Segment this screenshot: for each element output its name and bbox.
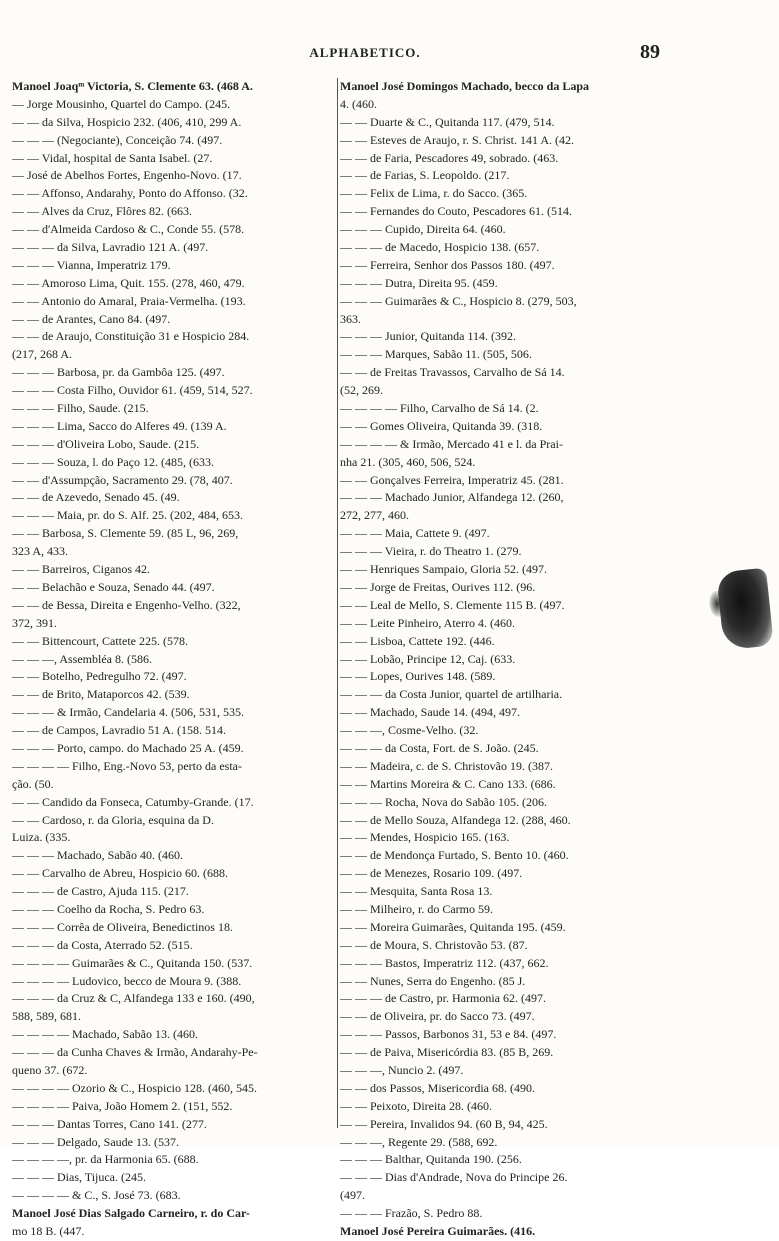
directory-entry: — — de Moura, S. Christovão 53. (87. <box>340 937 528 952</box>
directory-entry: — — Cardoso, r. da Gloria, esquina da D. <box>12 812 214 827</box>
directory-entry: — José de Abelhos Fortes, Engenho-Novo. (17. <box>12 168 242 183</box>
directory-entry: — — — (Negociante), Conceição 74. (497. <box>12 132 223 147</box>
directory-entry: — — — Machado Junior, Alfandega 12. (260, <box>340 490 564 505</box>
directory-entry: — — Lopes, Ourives 148. (589. <box>340 669 496 684</box>
directory-entry: — — — — & Irmão, Mercado 41 e l. da Prai- <box>340 436 563 451</box>
directory-entry: — — — da Cruz & C, Alfandega 133 e 160. (490, <box>12 991 255 1006</box>
directory-entry: — — Amoroso Lima, Quit. 155. (278, 460, 479. <box>12 275 245 290</box>
directory-entry: — — Esteves de Araujo, r. S. Christ. 141 A. (42. <box>340 132 574 147</box>
directory-entry: — — Henriques Sampaio, Gloria 52. (497. <box>340 562 547 577</box>
directory-entry: — — — Passos, Barbonos 31, 53 e 84. (497. <box>340 1027 557 1042</box>
directory-entry: mo 18 B. (447. <box>12 1224 85 1238</box>
directory-entry: — — — Rocha, Nova do Sabão 105. (206. <box>340 794 547 809</box>
directory-entry: — — Leite Pinheiro, Aterro 4. (460. <box>340 615 515 630</box>
directory-entry: 372, 391. <box>12 615 57 630</box>
directory-entry: — — — Dias, Tijuca. (245. <box>12 1170 147 1185</box>
directory-entry: — — Duarte & C., Quitanda 117. (479, 514. <box>340 114 555 129</box>
page-number: 89 <box>640 41 660 63</box>
directory-entry: — — — — Guimarães & C., Quitanda 150. (537. <box>12 955 253 970</box>
directory-entry: — — de Arantes, Cano 84. (497. <box>12 311 171 326</box>
directory-entry: — — Barreiros, Ciganos 42. <box>12 562 150 577</box>
directory-entry: — — — — Filho, Eng.-Novo 53, perto da esta- <box>12 758 242 773</box>
directory-entry: nha 21. (305, 460, 506, 524. <box>340 454 476 469</box>
directory-entry: — — — Vieira, r. do Theatro 1. (279. <box>340 544 522 559</box>
directory-entry: Manoel Joaqᵐ Victoria, S. Clemente 63. (468 A. <box>12 79 253 93</box>
directory-entry: — — — Cupido, Direita 64. (460. <box>340 222 506 237</box>
directory-entry: — — Mesquita, Santa Rosa 13. <box>340 884 493 899</box>
running-title: ALPHABETICO. <box>309 45 421 60</box>
directory-entry: — — — Maia, pr. do S. Alf. 25. (202, 484, 653. <box>12 508 243 523</box>
directory-entry: — — —, Nuncio 2. (497. <box>340 1062 464 1077</box>
directory-entry: — — — Filho, Saude. (215. <box>12 401 149 416</box>
directory-entry: — — — Costa Filho, Ouvidor 61. (459, 514, 527. <box>12 383 253 398</box>
directory-entry: — — de Faria, Pescadores 49, sobrado. (463. <box>340 150 559 165</box>
directory-entry: — — de Azevedo, Senado 45. (49. <box>12 490 180 505</box>
directory-entry: — — Gomes Oliveira, Quitanda 39. (318. <box>340 418 543 433</box>
directory-entry: — — — da Costa, Fort. de S. João. (245. <box>340 740 539 755</box>
directory-entry: 323 A, 433. <box>12 544 69 559</box>
directory-entry: (497. <box>340 1188 365 1203</box>
directory-entry: — — — Corrêa de Oliveira, Benedictinos 18. <box>12 919 233 934</box>
directory-entry: — — — Barbosa, pr. da Gambôa 125. (497. <box>12 365 225 380</box>
directory-entry: — — —, Assembléa 8. (586. <box>12 651 152 666</box>
directory-entry: — — Antonio do Amaral, Praia-Vermelha. (193. <box>12 293 246 308</box>
directory-entry: — — Jorge de Freitas, Ourives 112. (96. <box>340 579 536 594</box>
directory-entry: — — de Campos, Lavradio 51 A. (158. 514. <box>12 723 226 738</box>
directory-entry: — — — Coelho da Rocha, S. Pedro 63. <box>12 901 205 916</box>
right-column <box>340 78 678 1241</box>
directory-entry: — — dos Passos, Misericordia 68. (490. <box>340 1080 535 1095</box>
directory-columns <box>0 78 779 1238</box>
directory-entry: — — de Brito, Mataporcos 42. (539. <box>12 687 190 702</box>
directory-entry: — — — — Machado, Sabão 13. (460. <box>12 1027 198 1042</box>
directory-entry: 588, 589, 681. <box>12 1009 81 1024</box>
directory-entry: 363. <box>340 311 361 326</box>
directory-entry: — Jorge Mousinho, Quartel do Campo. (245. <box>12 96 231 111</box>
directory-entry: — — — — Ozorio & C., Hospicio 128. (460, 545. <box>12 1080 257 1095</box>
directory-entry: — — — Junior, Quitanda 114. (392. <box>340 329 517 344</box>
directory-entry: — — de Oliveira, pr. do Sacco 73. (497. <box>340 1009 535 1024</box>
directory-entry: — — de Araujo, Constituição 31 e Hospicio 284. <box>12 329 250 344</box>
directory-entry: — — Fernandes do Couto, Pescadores 61. (514. <box>340 204 572 219</box>
directory-entry: (52, 269. <box>340 383 383 398</box>
directory-entry: — — — Dutra, Direita 95. (459. <box>340 275 498 290</box>
directory-entry: — — — Frazão, S. Pedro 88. <box>340 1206 483 1221</box>
directory-entry: — — — Souza, l. do Paço 12. (485, (633. <box>12 454 214 469</box>
directory-entry: — — — Lima, Sacco do Alferes 49. (139 A. <box>12 418 227 433</box>
directory-entry: — — Vidal, hospital de Santa Isabel. (27. <box>12 150 213 165</box>
directory-entry: — — Machado, Saude 14. (494, 497. <box>340 705 520 720</box>
directory-entry: — — de Menezes, Rosario 109. (497. <box>340 866 523 881</box>
directory-entry: — — — Machado, Sabão 40. (460. <box>12 848 183 863</box>
directory-entry: — — — d'Oliveira Lobo, Saude. (215. <box>12 436 200 451</box>
directory-entry: — — Felix de Lima, r. do Sacco. (365. <box>340 186 528 201</box>
directory-entry: queno 37. (672. <box>12 1062 88 1077</box>
directory-entry: — — —, Regente 29. (588, 692. <box>340 1134 498 1149</box>
directory-entry: — — de Paiva, Misericórdia 83. (85 B, 269. <box>340 1045 554 1060</box>
directory-entry: — — — Delgado, Saude 13. (537. <box>12 1134 179 1149</box>
directory-entry: — — Madeira, c. de S. Christovão 19. (387. <box>340 758 553 773</box>
directory-entry: — — — da Costa Junior, quartel de artilharia. <box>340 687 563 702</box>
directory-entry: Manoel José Dias Salgado Carneiro, r. do Car- <box>12 1206 250 1221</box>
directory-entry: Manoel José Domingos Machado, becco da Lapa <box>340 79 589 93</box>
directory-entry: — — de Bessa, Direita e Engenho-Velho. (322, <box>12 597 241 612</box>
directory-entry: — — Leal de Mello, S. Clemente 115 B. (497. <box>340 597 565 612</box>
directory-entry: — — Moreira Guimarães, Quitanda 195. (459. <box>340 919 566 934</box>
directory-entry: Manoel José Pereira Guimarães. (416. <box>340 1224 536 1238</box>
directory-entry: — — de Farias, S. Leopoldo. (217. <box>340 168 510 183</box>
directory-entry: — — — Dias d'Andrade, Nova do Principe 26. <box>340 1170 568 1185</box>
directory-entry: — — d'Almeida Cardoso & C., Conde 55. (578. <box>12 222 245 237</box>
directory-entry: — — Milheiro, r. do Carmo 59. <box>340 901 493 916</box>
left-column <box>12 78 344 1241</box>
directory-entry: — — — da Cunha Chaves & Irmão, Andarahy-Pe- <box>12 1045 258 1060</box>
directory-entry: — — — da Costa, Aterrado 52. (515. <box>12 937 193 952</box>
directory-entry: — — — — Ludovico, becco de Moura 9. (388. <box>12 973 242 988</box>
directory-entry: Luiza. (335. <box>12 830 71 845</box>
directory-entry: — — — Porto, campo. do Machado 25 A. (459. <box>12 740 244 755</box>
directory-entry: — — de Mendonça Furtado, S. Bento 10. (460. <box>340 848 569 863</box>
directory-entry: — — Candido da Fonseca, Catumby-Grande. (17. <box>12 794 254 809</box>
directory-entry: — — — Marques, Sabão 11. (505, 506. <box>340 347 532 362</box>
directory-entry: — — Lisboa, Cattete 192. (446. <box>340 633 495 648</box>
directory-entry: — — — Balthar, Quitanda 190. (256. <box>340 1152 522 1167</box>
directory-entry: (217, 268 A. <box>12 347 72 362</box>
directory-entry: — — —, Cosme-Velho. (32. <box>340 723 479 738</box>
directory-entry: 272, 277, 460. <box>340 508 409 523</box>
directory-entry: — — de Freitas Travassos, Carvalho de Sá 14. <box>340 365 565 380</box>
directory-entry: — — Affonso, Andarahy, Ponto do Affonso. (32. <box>12 186 248 201</box>
directory-entry: — — Ferreira, Senhor dos Passos 180. (497. <box>340 257 555 272</box>
directory-entry: — — — — Paiva, João Homem 2. (151, 552. <box>12 1098 233 1113</box>
directory-entry: — — Peixoto, Direita 28. (460. <box>340 1098 492 1113</box>
directory-entry: — — Mendes, Hospicio 165. (163. <box>340 830 510 845</box>
directory-entry: — — — Guimarães & C., Hospicio 8. (279, 503, <box>340 293 577 308</box>
directory-entry: — — — Bastos, Imperatriz 112. (437, 662. <box>340 955 549 970</box>
directory-entry: — — — — & C., S. José 73. (683. <box>12 1188 181 1203</box>
directory-entry: — — Botelho, Pedregulho 72. (497. <box>12 669 187 684</box>
directory-entry: — — Barbosa, S. Clemente 59. (85 L, 96, 269, <box>12 526 239 541</box>
directory-entry: — — d'Assumpção, Sacramento 29. (78, 407. <box>12 472 233 487</box>
directory-entry: — — Gonçalves Ferreira, Imperatriz 45. (281. <box>340 472 564 487</box>
directory-entry: — — Pereira, Invalidos 94. (60 B, 94, 425. <box>340 1116 548 1131</box>
directory-entry: — — da Silva, Hospicio 232. (406, 410, 299 A. <box>12 114 242 129</box>
directory-entry: — — — Dantas Torres, Cano 141. (277. <box>12 1116 207 1131</box>
directory-entry: — — — —, pr. da Harmonia 65. (688. <box>12 1152 199 1167</box>
directory-entry: — — — de Macedo, Hospicio 138. (657. <box>340 240 540 255</box>
directory-entry: — — Carvalho de Abreu, Hospicio 60. (688. <box>12 866 228 881</box>
directory-entry: — — — de Castro, pr. Harmonia 62. (497. <box>340 991 546 1006</box>
directory-entry: — — — Vianna, Imperatriz 179. <box>12 257 171 272</box>
directory-entry: — — Alves da Cruz, Flôres 82. (663. <box>12 204 192 219</box>
directory-entry: — — Bittencourt, Cattete 225. (578. <box>12 633 188 648</box>
directory-entry: — — Lobão, Principe 12, Caj. (633. <box>340 651 516 666</box>
directory-entry: — — — Maia, Cattete 9. (497. <box>340 526 490 541</box>
directory-entry: — — de Mello Souza, Alfandega 12. (288, 460. <box>340 812 571 827</box>
directory-entry: — — — & Irmão, Candelaria 4. (506, 531, 535. <box>12 705 244 720</box>
directory-entry: — — — de Castro, Ajuda 115. (217. <box>12 884 189 899</box>
directory-entry: ção. (50. <box>12 776 54 791</box>
directory-entry: — — — — Filho, Carvalho de Sá 14. (2. <box>340 401 539 416</box>
directory-entry: — — — da Silva, Lavradio 121 A. (497. <box>12 240 209 255</box>
directory-entry: 4. (460. <box>340 96 377 111</box>
directory-entry: — — Belachão e Souza, Senado 44. (497. <box>12 579 215 594</box>
page-header <box>0 41 779 67</box>
directory-entry: — — Nunes, Serra do Engenho. (85 J. <box>340 973 526 988</box>
directory-entry: — — Martins Moreira & C. Cano 133. (686. <box>340 776 556 791</box>
